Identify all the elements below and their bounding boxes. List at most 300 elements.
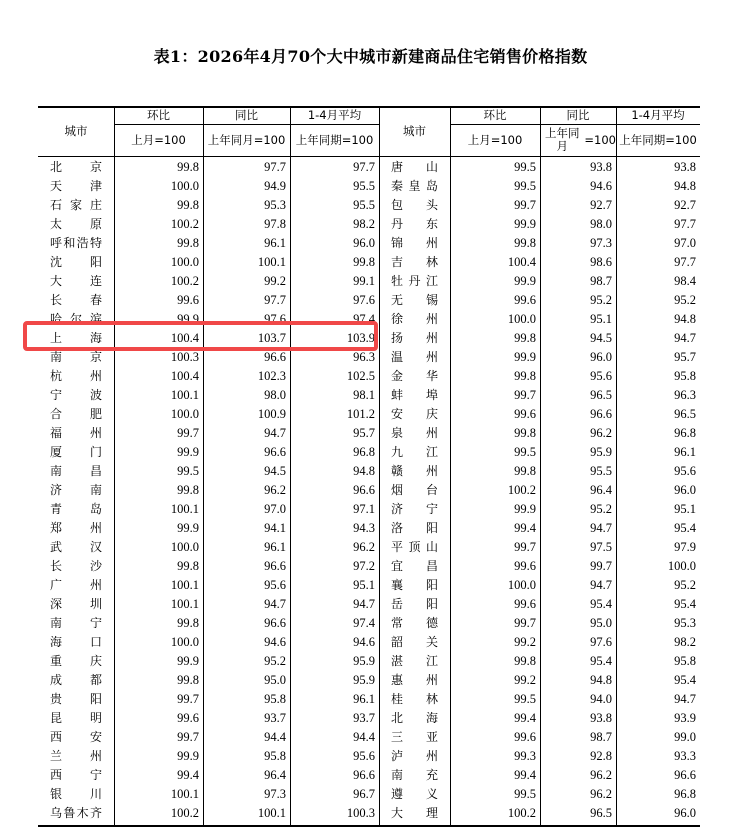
value-cell: 97.2 — [353, 559, 375, 573]
city-name — [38, 443, 114, 462]
value-cell: 95.6 — [264, 578, 286, 592]
city-char: 江 — [425, 445, 438, 459]
value-cell: 99.6 — [514, 293, 536, 307]
value-cell: 96.6 — [674, 768, 696, 782]
city-char: 北 — [50, 160, 63, 174]
value-cell: 95.5 — [353, 179, 375, 193]
value-cell: 95.3 — [264, 198, 286, 212]
city-name — [379, 747, 450, 766]
value-cell: 96.6 — [590, 407, 612, 421]
value-cell: 96.6 — [353, 768, 375, 782]
city-char: 州 — [425, 426, 438, 440]
city-char: 埠 — [425, 388, 438, 402]
value-cell: 95.1 — [590, 312, 612, 326]
city-char: 庆 — [425, 407, 438, 421]
value-cell: 99.8 — [177, 236, 199, 250]
value-cell: 99.9 — [177, 654, 199, 668]
value-cell: 92.7 — [674, 198, 696, 212]
value-cell: 100.0 — [667, 559, 696, 573]
header-bottom-line: 上年同期=100 — [295, 132, 374, 147]
value-cell: 96.6 — [264, 616, 286, 630]
city-char: 滨 — [89, 312, 102, 326]
value-cell: 98.0 — [264, 388, 286, 402]
city-name — [379, 443, 450, 462]
value-cell: 93.3 — [674, 749, 696, 763]
city-char: 桂 — [391, 692, 404, 706]
value-cell: 100.1 — [170, 578, 199, 592]
city-name — [38, 576, 114, 595]
city-name — [38, 386, 114, 405]
city-char: 贵 — [50, 692, 63, 706]
city-char: 大 — [50, 274, 63, 288]
value-cell: 97.7 — [674, 255, 696, 269]
value-cell: 96.8 — [353, 445, 375, 459]
city-char: 兰 — [50, 749, 63, 763]
city-char: 南 — [391, 768, 404, 782]
value-cell: 103.9 — [346, 331, 375, 345]
city-char: 江 — [425, 274, 438, 288]
header-top-right-0: 环比 — [483, 107, 507, 122]
city-char: 西 — [50, 730, 63, 744]
city-char: 亚 — [425, 730, 438, 744]
city-char: 福 — [50, 426, 63, 440]
city-char: 合 — [50, 407, 63, 421]
city-char: 波 — [89, 388, 102, 402]
city-char: 京 — [89, 350, 102, 364]
city-name — [379, 177, 450, 196]
city-char: 泉 — [391, 426, 404, 440]
value-cell: 99.6 — [514, 407, 536, 421]
header-top-left-0: 环比 — [147, 107, 170, 122]
city-char: 宁 — [50, 388, 63, 402]
value-cell: 96.2 — [264, 483, 286, 497]
value-cell: 94.8 — [674, 179, 696, 193]
city-name — [38, 690, 114, 709]
rule-column — [290, 106, 291, 827]
value-cell: 98.0 — [590, 217, 612, 231]
header-top-right-1: 同比 — [566, 107, 590, 122]
value-cell: 100.2 — [170, 217, 199, 231]
city-char: 洛 — [391, 521, 404, 535]
value-cell: 100.0 — [170, 179, 199, 193]
value-cell: 96.5 — [674, 407, 696, 421]
city-char: 长 — [50, 559, 63, 573]
city-name — [379, 785, 450, 804]
city-char: 明 — [89, 711, 102, 725]
city-char: 包 — [391, 198, 404, 212]
city-char: 林 — [425, 692, 438, 706]
city-name — [38, 652, 114, 671]
city-name — [379, 595, 450, 614]
city-name — [379, 253, 450, 272]
city-char: 州 — [425, 312, 438, 326]
city-char: 台 — [425, 483, 438, 497]
city-char: 锦 — [391, 236, 404, 250]
header-bottom-left-1 — [203, 124, 290, 156]
city-char: 深 — [50, 597, 63, 611]
value-cell: 99.8 — [177, 673, 199, 687]
value-cell: 94.7 — [674, 692, 696, 706]
value-cell: 99.7 — [514, 198, 536, 212]
value-cell: 98.7 — [590, 730, 612, 744]
city-char: 口 — [89, 635, 102, 649]
value-cell: 95.4 — [590, 654, 612, 668]
header-city: 城市 — [403, 123, 426, 138]
city-char: 哈 — [50, 312, 63, 326]
value-cell: 96.0 — [353, 236, 375, 250]
header-top-right-2: 1-4月平均 — [631, 107, 685, 122]
city-name — [379, 614, 450, 633]
value-cell: 99.8 — [514, 236, 536, 250]
city-name — [38, 462, 114, 481]
city-char: 呼 — [50, 236, 63, 250]
value-cell: 94.8 — [590, 673, 612, 687]
city-char: 庆 — [89, 654, 102, 668]
city-name — [38, 481, 114, 500]
value-cell: 97.6 — [264, 312, 286, 326]
value-cell: 99.8 — [177, 160, 199, 174]
rule-column — [616, 106, 617, 827]
city-char: 三 — [391, 730, 404, 744]
value-cell: 96.0 — [590, 350, 612, 364]
city-char: 门 — [89, 445, 102, 459]
value-cell: 95.1 — [353, 578, 375, 592]
value-cell: 95.4 — [674, 597, 696, 611]
city-char: 宜 — [391, 559, 404, 573]
value-cell: 100.0 — [170, 635, 199, 649]
city-name — [379, 576, 450, 595]
city-name — [38, 272, 114, 291]
city-char: 州 — [425, 673, 438, 687]
header-bottom-line: =100 — [584, 132, 616, 147]
city-char: 州 — [89, 578, 102, 592]
value-cell: 99.7 — [514, 540, 536, 554]
city-char: 常 — [391, 616, 404, 630]
value-cell: 94.8 — [674, 312, 696, 326]
city-char: 太 — [50, 217, 63, 231]
city-char: 皇 — [408, 179, 421, 193]
value-cell: 100.2 — [170, 274, 199, 288]
value-cell: 96.2 — [353, 540, 375, 554]
city-name — [379, 215, 450, 234]
rule-column — [114, 106, 115, 827]
value-cell: 99.9 — [514, 502, 536, 516]
value-cell: 96.2 — [590, 768, 612, 782]
value-cell: 99.5 — [514, 160, 536, 174]
value-cell: 94.4 — [264, 730, 286, 744]
value-cell: 95.0 — [590, 616, 612, 630]
city-char: 吉 — [391, 255, 404, 269]
value-cell: 97.6 — [353, 293, 375, 307]
price-index-table — [38, 106, 700, 818]
header-top-left-2: 1-4月平均 — [307, 107, 362, 122]
city-char: 安 — [89, 730, 102, 744]
value-cell: 99.7 — [177, 730, 199, 744]
city-char: 安 — [391, 407, 404, 421]
rule-divider — [379, 106, 380, 827]
value-cell: 100.4 — [170, 331, 199, 345]
header-bottom-left-0 — [114, 124, 203, 156]
value-cell: 100.1 — [257, 255, 286, 269]
city-name — [379, 538, 450, 557]
value-cell: 94.4 — [353, 730, 375, 744]
city-name — [379, 310, 450, 329]
city-char: 江 — [425, 654, 438, 668]
city-name — [379, 690, 450, 709]
value-cell: 93.8 — [590, 160, 612, 174]
city-char: 扬 — [391, 331, 404, 345]
table-title: 表1：2026年4月70个大中城市新建商品住宅销售价格指数 — [153, 47, 588, 66]
city-char: 天 — [50, 179, 63, 193]
value-cell: 95.0 — [264, 673, 286, 687]
city-char: 和 — [63, 236, 76, 250]
value-cell: 94.7 — [674, 331, 696, 345]
rule-column — [203, 106, 204, 827]
city-name — [379, 348, 450, 367]
city-char: 肥 — [89, 407, 102, 421]
city-char: 海 — [89, 331, 102, 345]
city-char: 广 — [50, 578, 63, 592]
city-char: 岛 — [425, 179, 438, 193]
value-cell: 99.5 — [514, 787, 536, 801]
city-char: 鲁 — [63, 806, 76, 820]
value-cell: 97.0 — [674, 236, 696, 250]
city-char: 充 — [425, 768, 438, 782]
value-cell: 102.5 — [346, 369, 375, 383]
city-name — [38, 158, 114, 177]
value-cell: 97.0 — [264, 502, 286, 516]
value-cell: 99.5 — [514, 179, 536, 193]
value-cell: 96.2 — [590, 426, 612, 440]
city-char: 齐 — [89, 806, 102, 820]
city-char: 赣 — [391, 464, 404, 478]
city-name — [379, 424, 450, 443]
city-char: 武 — [50, 540, 63, 554]
city-name — [38, 177, 114, 196]
city-char: 顶 — [408, 540, 421, 554]
value-cell: 95.8 — [264, 749, 286, 763]
value-cell: 94.6 — [590, 179, 612, 193]
city-char: 阳 — [425, 578, 438, 592]
value-cell: 100.9 — [257, 407, 286, 421]
city-char: 海 — [50, 635, 63, 649]
city-char: 温 — [391, 350, 404, 364]
value-cell: 99.8 — [514, 331, 536, 345]
city-char: 牡 — [391, 274, 404, 288]
value-cell: 96.1 — [264, 236, 286, 250]
city-char: 岳 — [391, 597, 404, 611]
city-char: 州 — [425, 236, 438, 250]
city-char: 锡 — [425, 293, 438, 307]
value-cell: 97.7 — [264, 293, 286, 307]
value-cell: 100.0 — [507, 312, 536, 326]
value-cell: 97.1 — [353, 502, 375, 516]
city-char: 岛 — [89, 502, 102, 516]
header-bottom-left-2 — [290, 124, 379, 156]
city-char: 州 — [89, 749, 102, 763]
city-char: 沈 — [50, 255, 63, 269]
city-name — [379, 728, 450, 747]
city-char: 济 — [50, 483, 63, 497]
header-city: 城市 — [64, 123, 88, 138]
value-cell: 100.1 — [170, 502, 199, 516]
city-char: 郑 — [50, 521, 63, 535]
city-name — [38, 766, 114, 785]
value-cell: 96.5 — [590, 388, 612, 402]
city-name — [38, 424, 114, 443]
city-char: 惠 — [391, 673, 404, 687]
city-char: 湛 — [391, 654, 404, 668]
city-name — [38, 196, 114, 215]
rule-header-mid-left — [114, 124, 379, 125]
city-name — [379, 291, 450, 310]
city-char: 州 — [89, 426, 102, 440]
city-char: 南 — [50, 464, 63, 478]
city-char: 都 — [89, 673, 102, 687]
value-cell: 97.7 — [353, 160, 375, 174]
value-cell: 99.6 — [514, 730, 536, 744]
city-char: 连 — [89, 274, 102, 288]
value-cell: 95.4 — [590, 597, 612, 611]
value-cell: 99.7 — [590, 559, 612, 573]
city-char: 林 — [425, 255, 438, 269]
value-cell: 99.5 — [514, 692, 536, 706]
city-name — [38, 557, 114, 576]
value-cell: 94.1 — [264, 521, 286, 535]
value-cell: 99.5 — [177, 464, 199, 478]
value-cell: 99.0 — [674, 730, 696, 744]
city-char: 山 — [425, 540, 438, 554]
value-cell: 94.7 — [353, 597, 375, 611]
value-cell: 100.0 — [170, 407, 199, 421]
city-char: 青 — [50, 502, 63, 516]
city-char: 南 — [50, 350, 63, 364]
value-cell: 99.7 — [177, 692, 199, 706]
value-cell: 99.7 — [177, 426, 199, 440]
value-cell: 98.7 — [590, 274, 612, 288]
city-char: 九 — [391, 445, 404, 459]
city-char: 无 — [391, 293, 404, 307]
city-name — [38, 728, 114, 747]
city-char: 汉 — [89, 540, 102, 554]
value-cell: 99.6 — [177, 293, 199, 307]
rule-bottom — [38, 825, 700, 827]
value-cell: 99.9 — [177, 749, 199, 763]
city-char: 阳 — [89, 692, 102, 706]
city-char: 银 — [50, 787, 63, 801]
city-char: 义 — [425, 787, 438, 801]
city-name — [379, 500, 450, 519]
value-cell: 98.6 — [590, 255, 612, 269]
value-cell: 95.3 — [674, 616, 696, 630]
value-cell: 95.2 — [674, 578, 696, 592]
value-cell: 95.6 — [590, 369, 612, 383]
value-cell: 96.8 — [674, 426, 696, 440]
value-cell: 94.7 — [590, 521, 612, 535]
value-cell: 96.6 — [353, 483, 375, 497]
city-char: 昌 — [425, 559, 438, 573]
value-cell: 98.1 — [353, 388, 375, 402]
city-name — [38, 367, 114, 386]
value-cell: 95.2 — [590, 502, 612, 516]
city-char: 唐 — [391, 160, 404, 174]
city-name — [38, 804, 114, 823]
value-cell: 95.2 — [264, 654, 286, 668]
city-char: 昌 — [89, 464, 102, 478]
value-cell: 102.3 — [257, 369, 286, 383]
value-cell: 99.7 — [514, 388, 536, 402]
value-cell: 99.7 — [514, 616, 536, 630]
value-cell: 93.7 — [264, 711, 286, 725]
value-cell: 99.2 — [514, 673, 536, 687]
city-char: 阳 — [425, 521, 438, 535]
value-cell: 99.3 — [514, 749, 536, 763]
city-name — [379, 329, 450, 348]
value-cell: 95.2 — [590, 293, 612, 307]
city-name — [38, 747, 114, 766]
city-name — [379, 462, 450, 481]
city-name — [38, 633, 114, 652]
value-cell: 100.2 — [507, 483, 536, 497]
header-bottom-right-2 — [616, 124, 700, 156]
city-char: 宁 — [89, 616, 102, 630]
city-char: 头 — [425, 198, 438, 212]
city-name — [379, 804, 450, 823]
city-char: 州 — [425, 350, 438, 364]
value-cell: 94.5 — [264, 464, 286, 478]
header-bottom-line: =100 — [665, 132, 697, 147]
city-char: 南 — [50, 616, 63, 630]
city-char: 州 — [89, 369, 102, 383]
value-cell: 99.4 — [514, 521, 536, 535]
city-char: 蚌 — [391, 388, 404, 402]
rule-column — [450, 106, 451, 827]
city-char: 杭 — [50, 369, 63, 383]
city-char: 原 — [89, 217, 102, 231]
city-char: 东 — [425, 217, 438, 231]
city-char: 大 — [391, 806, 404, 820]
city-char: 长 — [50, 293, 63, 307]
value-cell: 97.3 — [264, 787, 286, 801]
value-cell: 96.6 — [264, 559, 286, 573]
value-cell: 93.7 — [353, 711, 375, 725]
header-top-left-1: 同比 — [235, 107, 258, 122]
city-name — [379, 367, 450, 386]
city-char: 华 — [425, 369, 438, 383]
city-char: 阳 — [89, 255, 102, 269]
value-cell: 94.0 — [590, 692, 612, 706]
value-cell: 95.9 — [590, 445, 612, 459]
city-char: 金 — [391, 369, 404, 383]
value-cell: 99.6 — [177, 711, 199, 725]
value-cell: 96.1 — [264, 540, 286, 554]
city-name — [379, 709, 450, 728]
value-cell: 96.6 — [264, 350, 286, 364]
value-cell: 99.8 — [177, 198, 199, 212]
value-cell: 99.2 — [264, 274, 286, 288]
city-name — [38, 500, 114, 519]
value-cell: 97.7 — [264, 160, 286, 174]
value-cell: 93.8 — [590, 711, 612, 725]
value-cell: 100.0 — [170, 255, 199, 269]
value-cell: 99.6 — [514, 559, 536, 573]
value-cell: 96.4 — [590, 483, 612, 497]
value-cell: 96.4 — [264, 768, 286, 782]
value-cell: 100.2 — [507, 806, 536, 820]
city-char: 木 — [76, 806, 89, 820]
city-name — [379, 196, 450, 215]
city-char: 庄 — [89, 198, 102, 212]
